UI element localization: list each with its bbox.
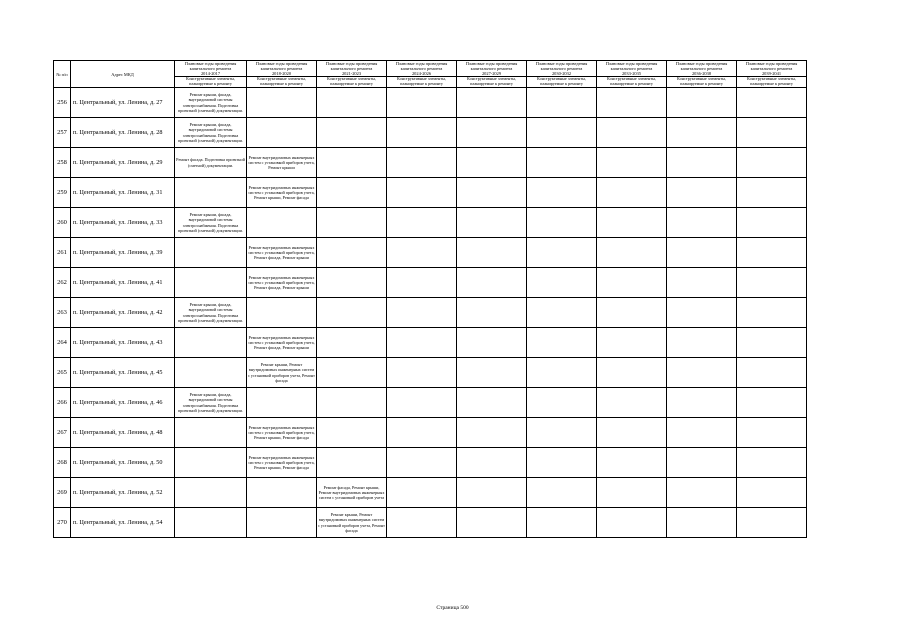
planned-works-cell	[597, 118, 667, 148]
planned-works-cell	[317, 208, 387, 238]
planned-works-cell	[597, 268, 667, 298]
period-years: 2030-2032	[551, 71, 572, 76]
column-subheader-elements: Конструктивные элементы, планируемые к ремонту	[247, 77, 317, 88]
period-years: 2014-2017	[200, 71, 221, 76]
row-address: п. Центральный, ул. Ленина, д. 46	[71, 388, 175, 418]
column-header-number: № п/п	[54, 61, 71, 88]
table-row	[54, 478, 807, 508]
planned-works-cell	[457, 88, 527, 118]
column-header-period	[527, 61, 597, 77]
row-number: 262	[54, 268, 71, 298]
planned-works-cell	[175, 418, 247, 448]
planned-works-cell	[457, 388, 527, 418]
planned-works-cell	[667, 148, 737, 178]
planned-works-cell	[597, 328, 667, 358]
row-address: п. Центральный, ул. Ленина, д. 54	[71, 508, 175, 538]
planned-works-cell	[737, 388, 807, 418]
period-years: 2027-2029	[481, 71, 502, 76]
column-header-period	[667, 61, 737, 77]
planned-works-cell	[247, 118, 317, 148]
planned-works-cell	[667, 208, 737, 238]
planned-works-cell	[667, 328, 737, 358]
planned-works-cell	[317, 298, 387, 328]
planned-works-cell	[667, 388, 737, 418]
column-subheader-elements: Конструктивные элементы, планируемые к ремонту	[737, 77, 807, 88]
planned-works-cell	[667, 268, 737, 298]
planned-works-cell	[527, 388, 597, 418]
table-row	[54, 298, 807, 328]
row-number: 259	[54, 178, 71, 208]
row-number: 269	[54, 478, 71, 508]
planned-works-cell	[527, 298, 597, 328]
planned-works-cell	[457, 208, 527, 238]
planned-works-cell: Ремонт крыши, Ремонт внутридомовых инженерных систем с установкой приборов учета, Ремонт фасада	[247, 358, 317, 388]
column-subheader-elements: Конструктивные элементы, планируемые к ремонту	[317, 77, 387, 88]
row-address: п. Центральный, ул. Ленина, д. 27	[71, 88, 175, 118]
planned-works-cell	[667, 358, 737, 388]
planned-works-cell	[247, 508, 317, 538]
planned-works-cell	[527, 358, 597, 388]
planned-works-cell	[527, 178, 597, 208]
table-row	[54, 148, 807, 178]
period-label: Плановые годы проведения капитального ремонта	[675, 61, 728, 71]
planned-works-cell	[737, 178, 807, 208]
planned-works-cell	[457, 298, 527, 328]
planned-works-cell	[175, 358, 247, 388]
planned-works-cell: Ремонт внутридомовых инженерных систем с установкой приборов учета, Ремонт фасада, Ремонт крыши	[247, 328, 317, 358]
planned-works-cell	[737, 508, 807, 538]
planned-works-cell	[597, 478, 667, 508]
planned-works-cell	[247, 478, 317, 508]
repair-schedule-table	[53, 60, 807, 538]
planned-works-cell	[175, 178, 247, 208]
planned-works-cell	[597, 298, 667, 328]
planned-works-cell	[175, 238, 247, 268]
row-number: 268	[54, 448, 71, 478]
column-subheader-elements: Конструктивные элементы, планируемые к ремонту	[387, 77, 457, 88]
table-row	[54, 358, 807, 388]
period-years: 2021-2023	[341, 71, 362, 76]
column-header-period	[387, 61, 457, 77]
planned-works-cell	[527, 418, 597, 448]
planned-works-cell	[667, 508, 737, 538]
planned-works-cell	[317, 328, 387, 358]
planned-works-cell	[457, 238, 527, 268]
planned-works-cell	[175, 478, 247, 508]
planned-works-cell	[737, 448, 807, 478]
planned-works-cell	[387, 268, 457, 298]
planned-works-cell	[457, 478, 527, 508]
planned-works-cell	[387, 478, 457, 508]
planned-works-cell	[527, 88, 597, 118]
planned-works-cell	[457, 118, 527, 148]
planned-works-cell: Ремонт крыши, фасада, внутридомовой системы электроснабжения. Подготовка проектной (сметной) документации.	[175, 88, 247, 118]
planned-works-cell: Ремонт фасада. Подготовка проектной (сметной) документации.	[175, 148, 247, 178]
column-subheader-elements: Конструктивные элементы, планируемые к ремонту	[667, 77, 737, 88]
table-row	[54, 448, 807, 478]
table-body	[54, 88, 807, 538]
planned-works-cell	[387, 328, 457, 358]
row-address: п. Центральный, ул. Ленина, д. 29	[71, 148, 175, 178]
planned-works-cell: Ремонт внутридомовых инженерных систем с установкой приборов учета, Ремонт крыши, Ремонт фасада	[247, 178, 317, 208]
planned-works-cell	[317, 178, 387, 208]
planned-works-cell	[737, 118, 807, 148]
period-label: Плановые годы проведения капитального ремонта	[325, 61, 378, 71]
planned-works-cell	[317, 268, 387, 298]
planned-works-cell	[387, 388, 457, 418]
planned-works-cell	[247, 88, 317, 118]
column-header-address: Адрес МКД	[71, 61, 175, 88]
table-row	[54, 208, 807, 238]
table-row	[54, 418, 807, 448]
planned-works-cell	[387, 178, 457, 208]
row-address: п. Центральный, ул. Ленина, д. 48	[71, 418, 175, 448]
planned-works-cell: Ремонт фасада, Ремонт крыши, Ремонт внутридомовых инженерных систем с установкой приборов учета	[317, 478, 387, 508]
column-subheader-elements: Конструктивные элементы, планируемые к ремонту	[597, 77, 667, 88]
planned-works-cell	[527, 208, 597, 238]
planned-works-cell	[667, 118, 737, 148]
row-address: п. Центральный, ул. Ленина, д. 50	[71, 448, 175, 478]
row-number: 265	[54, 358, 71, 388]
planned-works-cell	[247, 208, 317, 238]
planned-works-cell	[597, 388, 667, 418]
planned-works-cell: Ремонт крыши, фасада, внутридомовой системы электроснабжения. Подготовка проектной (сметной) документации.	[175, 208, 247, 238]
planned-works-cell	[667, 448, 737, 478]
planned-works-cell	[597, 508, 667, 538]
row-number: 267	[54, 418, 71, 448]
planned-works-cell	[387, 148, 457, 178]
period-label: Плановые годы проведения капитального ремонта	[535, 61, 588, 71]
period-years: 2018-2020	[271, 71, 292, 76]
column-subheader-elements: Конструктивные элементы, планируемые к ремонту	[457, 77, 527, 88]
table-header	[54, 61, 807, 88]
planned-works-cell: Ремонт крыши, Ремонт внутридомовых инженерных систем с установкой приборов учета, Ремонт фасада	[317, 508, 387, 538]
planned-works-cell	[457, 178, 527, 208]
row-number: 261	[54, 238, 71, 268]
planned-works-cell	[527, 448, 597, 478]
row-number: 266	[54, 388, 71, 418]
planned-works-cell	[597, 148, 667, 178]
row-number: 257	[54, 118, 71, 148]
planned-works-cell	[667, 88, 737, 118]
planned-works-cell	[387, 208, 457, 238]
planned-works-cell	[317, 358, 387, 388]
period-label: Плановые годы проведения капитального ремонта	[184, 61, 237, 71]
planned-works-cell	[457, 328, 527, 358]
period-label: Плановые годы проведения капитального ремонта	[605, 61, 658, 71]
planned-works-cell	[175, 268, 247, 298]
planned-works-cell	[457, 358, 527, 388]
row-number: 264	[54, 328, 71, 358]
row-number: 263	[54, 298, 71, 328]
column-header-period	[457, 61, 527, 77]
planned-works-cell	[317, 238, 387, 268]
planned-works-cell	[317, 88, 387, 118]
period-label: Плановые годы проведения капитального ремонта	[745, 61, 798, 71]
planned-works-cell	[457, 148, 527, 178]
planned-works-cell	[527, 118, 597, 148]
table-row	[54, 238, 807, 268]
planned-works-cell	[527, 238, 597, 268]
planned-works-cell	[737, 238, 807, 268]
table-row	[54, 118, 807, 148]
planned-works-cell	[597, 178, 667, 208]
period-years: 2033-2035	[621, 71, 642, 76]
planned-works-cell	[317, 448, 387, 478]
period-years: 2039-2041	[761, 71, 782, 76]
planned-works-cell	[317, 118, 387, 148]
planned-works-cell	[527, 328, 597, 358]
planned-works-cell	[597, 88, 667, 118]
planned-works-cell	[527, 478, 597, 508]
planned-works-cell	[737, 358, 807, 388]
planned-works-cell	[457, 508, 527, 538]
planned-works-cell: Ремонт крыши, фасада, внутридомовой системы электроснабжения. Подготовка проектной (сметной) документации.	[175, 118, 247, 148]
row-address: п. Центральный, ул. Ленина, д. 33	[71, 208, 175, 238]
planned-works-cell	[387, 448, 457, 478]
period-label: Плановые годы проведения капитального ремонта	[395, 61, 448, 71]
table-row	[54, 88, 807, 118]
planned-works-cell	[317, 388, 387, 418]
planned-works-cell	[737, 328, 807, 358]
planned-works-cell	[387, 358, 457, 388]
planned-works-cell	[597, 358, 667, 388]
planned-works-cell: Ремонт внутридомовых инженерных систем с установкой приборов учета, Ремонт фасада, Ремонт крыши	[247, 268, 317, 298]
planned-works-cell	[317, 148, 387, 178]
planned-works-cell: Ремонт внутридомовых инженерных систем с установкой приборов учета, Ремонт крыши	[247, 148, 317, 178]
column-subheader-elements: Конструктивные элементы, планируемые к ремонту	[527, 77, 597, 88]
planned-works-cell	[667, 178, 737, 208]
planned-works-cell: Ремонт крыши, фасада, внутридомовой системы электроснабжения. Подготовка проектной (сметной) документации.	[175, 298, 247, 328]
table-row	[54, 328, 807, 358]
planned-works-cell	[387, 88, 457, 118]
planned-works-cell	[667, 478, 737, 508]
planned-works-cell	[737, 88, 807, 118]
planned-works-cell	[175, 508, 247, 538]
row-address: п. Центральный, ул. Ленина, д. 41	[71, 268, 175, 298]
table-row	[54, 268, 807, 298]
row-address: п. Центральный, ул. Ленина, д. 42	[71, 298, 175, 328]
column-subheader-elements: Конструктивные элементы, планируемые к ремонту	[175, 77, 247, 88]
planned-works-cell	[737, 298, 807, 328]
column-header-period	[247, 61, 317, 77]
planned-works-cell	[597, 418, 667, 448]
planned-works-cell	[247, 298, 317, 328]
column-header-period	[597, 61, 667, 77]
planned-works-cell	[317, 418, 387, 448]
planned-works-cell	[667, 238, 737, 268]
table-row	[54, 178, 807, 208]
planned-works-cell	[175, 328, 247, 358]
planned-works-cell	[457, 418, 527, 448]
planned-works-cell	[387, 238, 457, 268]
row-address: п. Центральный, ул. Ленина, д. 52	[71, 478, 175, 508]
planned-works-cell	[597, 208, 667, 238]
planned-works-cell	[527, 268, 597, 298]
column-header-period	[737, 61, 807, 77]
column-header-period	[317, 61, 387, 77]
planned-works-cell: Ремонт внутридомовых инженерных систем с установкой приборов учета, Ремонт фасада, Ремонт крыши	[247, 238, 317, 268]
period-years: 2036-2038	[691, 71, 712, 76]
planned-works-cell	[737, 418, 807, 448]
planned-works-cell	[387, 508, 457, 538]
planned-works-cell	[387, 298, 457, 328]
planned-works-cell	[387, 418, 457, 448]
planned-works-cell	[737, 208, 807, 238]
row-address: п. Центральный, ул. Ленина, д. 45	[71, 358, 175, 388]
row-address: п. Центральный, ул. Ленина, д. 28	[71, 118, 175, 148]
row-number: 260	[54, 208, 71, 238]
row-address: п. Центральный, ул. Ленина, д. 39	[71, 238, 175, 268]
planned-works-cell	[737, 148, 807, 178]
row-number: 270	[54, 508, 71, 538]
planned-works-cell	[737, 268, 807, 298]
planned-works-cell: Ремонт крыши, фасада, внутридомовой системы электроснабжения. Подготовка проектной (сметной) документации.	[175, 388, 247, 418]
table-row	[54, 508, 807, 538]
planned-works-cell	[597, 448, 667, 478]
planned-works-cell	[247, 388, 317, 418]
table-row	[54, 388, 807, 418]
planned-works-cell: Ремонт внутридомовых инженерных систем с установкой приборов учета, Ремонт крыши, Ремонт фасада	[247, 448, 317, 478]
planned-works-cell	[597, 238, 667, 268]
planned-works-cell: Ремонт внутридомовых инженерных систем с установкой приборов учета, Ремонт крыши, Ремонт фасада	[247, 418, 317, 448]
row-address: п. Центральный, ул. Ленина, д. 43	[71, 328, 175, 358]
planned-works-cell	[175, 448, 247, 478]
planned-works-cell	[737, 478, 807, 508]
planned-works-cell	[667, 298, 737, 328]
planned-works-cell	[457, 268, 527, 298]
planned-works-cell	[457, 448, 527, 478]
row-number: 258	[54, 148, 71, 178]
page-number: Страница 500	[436, 605, 469, 611]
planned-works-cell	[667, 418, 737, 448]
row-address: п. Центральный, ул. Ленина, д. 31	[71, 178, 175, 208]
planned-works-cell	[387, 118, 457, 148]
period-label: Плановые годы проведения капитального ремонта	[255, 61, 308, 71]
planned-works-cell	[527, 508, 597, 538]
period-label: Плановые годы проведения капитального ремонта	[465, 61, 518, 71]
column-header-period	[175, 61, 247, 77]
period-years: 2024-2026	[411, 71, 432, 76]
planned-works-cell	[527, 148, 597, 178]
row-number: 256	[54, 88, 71, 118]
